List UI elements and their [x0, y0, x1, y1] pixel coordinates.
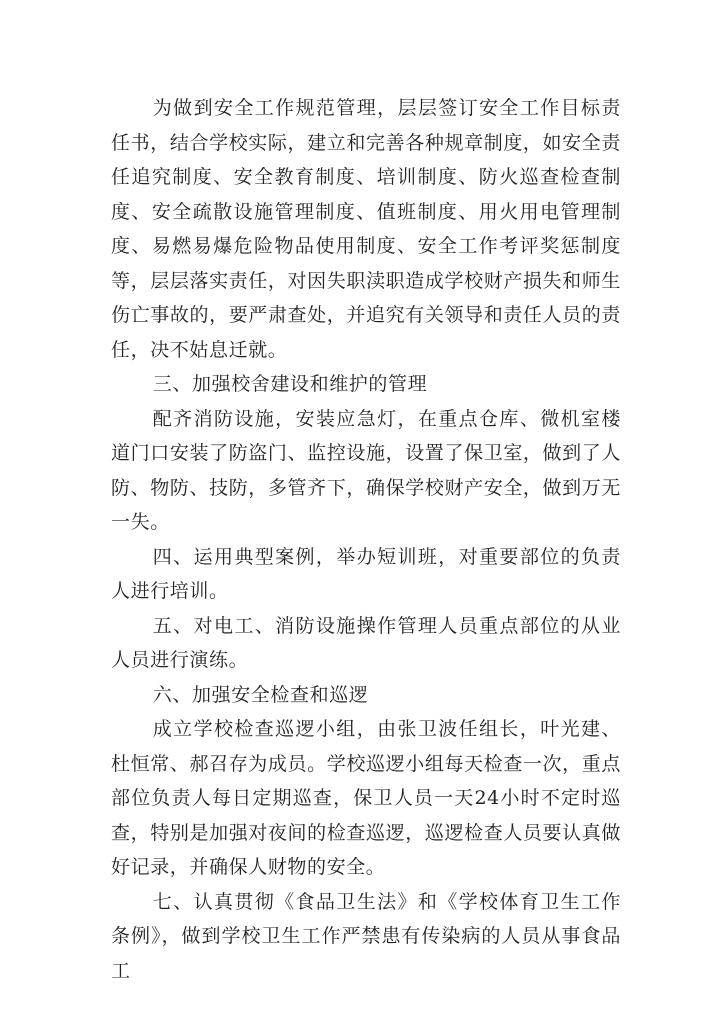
section-heading-6: 六、加强安全检查和巡逻 [152, 683, 369, 706]
section-item-5: 五、对电工、消防设施操作管理人员重点部位的从业人员进行演练。 [111, 614, 621, 671]
paragraph-safety-regulations: 为做到安全工作规范管理，层层签订安全工作目标责任书，结合学校实际，建立和完善各种规章制度，如安全责任追究制度、安全教育制度、培训制度、防火巡查检查制度、安全疏散设施管理制度、值班制度、用火用电管理制度、易燃易爆危险物品使用制度、安全工作考评奖惩制度等，层层落实责任，对因失职渎职造成学校财产损失和师生伤亡事故的，要严肃查处，并追究有关领导和责任人员的责任，决不姑息迁就。 [111, 97, 621, 361]
section-item-4: 四、运用典型案例，举办短训班，对重要部位的负责人进行培训。 [111, 545, 621, 602]
document-body [111, 91, 621, 988]
paragraph-fire-facilities: 配齐消防设施，安装应急灯，在重点仓库、微机室楼道门口安装了防盗门、监控设施，设置了保卫室，做到了人防、物防、技防，多管齐下，确保学校财产安全，做到万无一失。 [111, 407, 621, 533]
section-heading-3: 三、加强校舍建设和维护的管理 [152, 373, 428, 395]
section-item-7: 七、认真贯彻《食品卫生法》和《学校体育卫生工作条例》，做到学校卫生工作严禁患有传染病的人员从事食品工 [111, 890, 621, 982]
paragraph-patrol-group: 成立学校检查巡逻小组，由张卫波任组长，叶光建、杜恒常、郝召存为成员。学校巡逻小组每天检查一次，重点部位负责人每日定期巡查，保卫人员一天24小时不定时巡查，特别是加强对夜间的检查巡逻，巡逻检查人员要认真做好记录，并确保人财物的安全。 [111, 718, 621, 878]
